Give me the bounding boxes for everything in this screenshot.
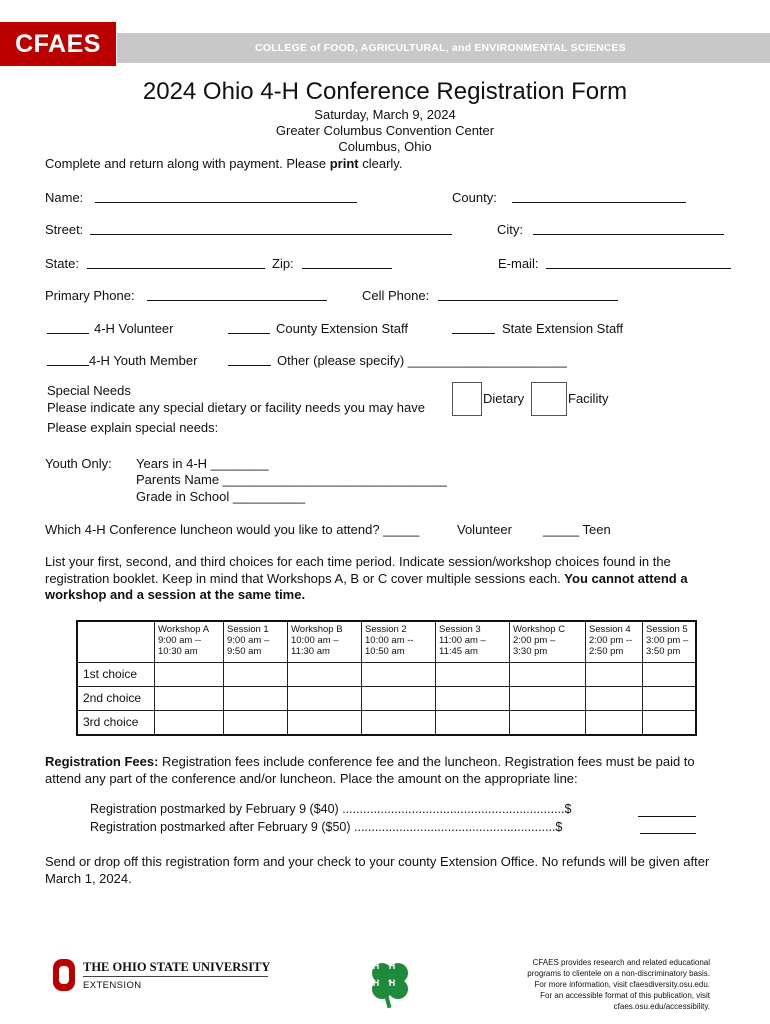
- clover-letter: H: [372, 978, 380, 988]
- choice-cell[interactable]: [510, 687, 586, 711]
- grade-field[interactable]: Grade in School __________: [136, 489, 306, 504]
- disclaimer-line: For more information, visit cfaesdiversity.osu.edu.: [534, 980, 710, 989]
- choice-cell[interactable]: [224, 711, 288, 736]
- column-header: Session 2 10:00 am -- 10:50 am: [362, 621, 436, 663]
- choice-cell[interactable]: [288, 687, 362, 711]
- choice-cell[interactable]: [586, 687, 643, 711]
- primary-phone-field[interactable]: [147, 300, 327, 301]
- youth-label: 4-H Youth Member: [89, 353, 198, 368]
- choice-cell[interactable]: [224, 663, 288, 687]
- street-field[interactable]: [90, 234, 452, 235]
- instructions: Complete and return along with payment. Please print clearly.: [45, 156, 403, 171]
- state-label: State:: [45, 256, 79, 271]
- extension-label: EXTENSION: [83, 980, 142, 991]
- clover-letter: H: [388, 961, 396, 971]
- other-blank[interactable]: [228, 365, 271, 366]
- osu-wordmark: THE OHIO STATE UNIVERSITY: [83, 960, 271, 974]
- choices-table: [76, 620, 697, 736]
- zip-label: Zip:: [272, 256, 294, 271]
- choice-cell[interactable]: [586, 711, 643, 736]
- event-city: Columbus, Ohio: [338, 139, 432, 154]
- choice-cell[interactable]: [155, 663, 224, 687]
- state-staff-blank[interactable]: [452, 333, 495, 334]
- choice-cell[interactable]: [436, 663, 510, 687]
- header-bar: [117, 33, 770, 63]
- facility-label: Facility: [568, 391, 609, 406]
- luncheon-teen-option[interactable]: _____ Teen: [543, 522, 611, 537]
- column-header: Session 5 3:00 pm – 3:50 pm: [643, 621, 697, 663]
- choice-cell[interactable]: [643, 663, 697, 687]
- send-instructions: Send or drop off this registration form and your check to your county Extension Office. No refunds will be given after March 1, 2024.: [45, 854, 710, 886]
- special-needs-prompt: Please indicate any special dietary or facility needs you may have: [47, 400, 425, 415]
- youth-only-label: Youth Only:: [45, 456, 112, 471]
- column-header: Workshop B 10:00 am – 11:30 am: [288, 621, 362, 663]
- table-header-row: [77, 621, 696, 663]
- table-row: [77, 663, 696, 687]
- volunteer-blank[interactable]: [47, 333, 89, 334]
- disclaimer-line: CFAES provides research and related educational: [532, 958, 710, 967]
- choices-instructions: List your first, second, and third choices for each time period. Indicate session/workshop choices found in the registration booklet. Keep in mind that Workshops A, B or C cover multiple sessions each. You cannot attend a workshop and a session at the same time.: [45, 554, 688, 602]
- email-field[interactable]: [546, 268, 731, 269]
- choice-cell[interactable]: [155, 687, 224, 711]
- choice-cell[interactable]: [436, 711, 510, 736]
- fee-late-amount[interactable]: [640, 833, 696, 834]
- choice-cell[interactable]: [155, 711, 224, 736]
- county-label: County:: [452, 190, 497, 205]
- luncheon-question[interactable]: Which 4-H Conference luncheon would you like to attend? _____: [45, 522, 420, 537]
- fees-paragraph: Registration Fees: Registration fees include conference fee and the luncheon. Registration fees must be paid to attend any part of the conference and/or luncheon. Place the amount on the appropriate line:: [45, 754, 695, 786]
- dietary-checkbox[interactable]: [452, 382, 482, 416]
- table-row: [77, 687, 696, 711]
- cell-phone-label: Cell Phone:: [362, 288, 430, 303]
- fee-early-amount[interactable]: [638, 816, 696, 817]
- county-staff-label: County Extension Staff: [276, 321, 409, 336]
- block-o-icon: [52, 958, 76, 992]
- choice-cell[interactable]: [586, 663, 643, 687]
- name-label: Name:: [45, 190, 84, 205]
- dietary-label: Dietary: [483, 391, 525, 406]
- choice-cell[interactable]: [643, 687, 697, 711]
- city-label: City:: [497, 222, 523, 237]
- choice-cell[interactable]: [288, 663, 362, 687]
- choice-cell[interactable]: [224, 687, 288, 711]
- column-header: Workshop C 2:00 pm – 3:30 pm: [510, 621, 586, 663]
- special-needs-explain: Please explain special needs:: [47, 420, 219, 435]
- disclaimer-line: For an accessible format of this publication, visit: [540, 991, 710, 1000]
- fee-line-late: Registration postmarked after February 9 ($50) ..........................................................$: [90, 820, 563, 834]
- county-staff-blank[interactable]: [228, 333, 270, 334]
- column-header: Session 1 9:00 am – 9:50 am: [224, 621, 288, 663]
- special-needs-heading: Special Needs: [47, 383, 131, 398]
- row-label: 2nd choice: [77, 687, 155, 711]
- choice-cell[interactable]: [288, 711, 362, 736]
- event-date: Saturday, March 9, 2024: [314, 107, 456, 122]
- choice-cell[interactable]: [510, 663, 586, 687]
- row-label: 3rd choice: [77, 711, 155, 736]
- facility-checkbox[interactable]: [531, 382, 567, 416]
- disclaimer: [470, 957, 710, 1012]
- primary-phone-label: Primary Phone:: [45, 288, 135, 303]
- cell-phone-field[interactable]: [438, 300, 618, 301]
- city-field[interactable]: [533, 234, 724, 235]
- cfaes-logo: CFAES: [0, 22, 116, 66]
- parents-name-field[interactable]: Parents Name _______________________________: [136, 472, 447, 487]
- choice-cell[interactable]: [362, 687, 436, 711]
- event-venue: Greater Columbus Convention Center: [275, 123, 495, 138]
- name-field[interactable]: [95, 202, 357, 203]
- table-corner: [77, 621, 155, 663]
- choice-cell[interactable]: [643, 711, 697, 736]
- volunteer-label: 4-H Volunteer: [94, 321, 174, 336]
- state-staff-label: State Extension Staff: [502, 321, 624, 336]
- luncheon-volunteer-label: Volunteer: [457, 522, 512, 537]
- row-label: 1st choice: [77, 663, 155, 687]
- osu-divider: [83, 976, 268, 977]
- state-field[interactable]: [87, 268, 265, 269]
- street-label: Street:: [45, 222, 84, 237]
- disclaimer-line: programs to clientele on a non-discriminatory basis.: [527, 969, 710, 978]
- youth-blank[interactable]: [47, 365, 89, 366]
- zip-field[interactable]: [302, 268, 392, 269]
- table-row: [77, 711, 696, 736]
- fee-line-early: Registration postmarked by February 9 ($40) ................................................................$: [90, 802, 572, 816]
- column-header: Workshop A 9:00 am -- 10:30 am: [155, 621, 224, 663]
- choice-cell[interactable]: [362, 663, 436, 687]
- years-in-4h-field[interactable]: Years in 4-H ________: [136, 456, 269, 471]
- clover-letter: H: [388, 978, 396, 988]
- email-label: E-mail:: [498, 256, 539, 271]
- choice-cell[interactable]: [362, 711, 436, 736]
- disclaimer-line: cfaes.osu.edu/accessibility.: [613, 1002, 710, 1011]
- choice-cell[interactable]: [510, 711, 586, 736]
- clover-letter: H: [372, 961, 380, 971]
- other-label: Other (please specify) ______________________: [277, 353, 567, 368]
- college-name: COLLEGE of FOOD, AGRICULTURAL, and ENVIRONMENTAL SCIENCES: [255, 42, 626, 54]
- column-header: Session 3 11:00 am – 11:45 am: [436, 621, 510, 663]
- column-header: Session 4 2:00 pm -- 2:50 pm: [586, 621, 643, 663]
- form-title: 2024 Ohio 4-H Conference Registration Form: [142, 78, 628, 105]
- county-field[interactable]: [512, 202, 686, 203]
- choice-cell[interactable]: [436, 687, 510, 711]
